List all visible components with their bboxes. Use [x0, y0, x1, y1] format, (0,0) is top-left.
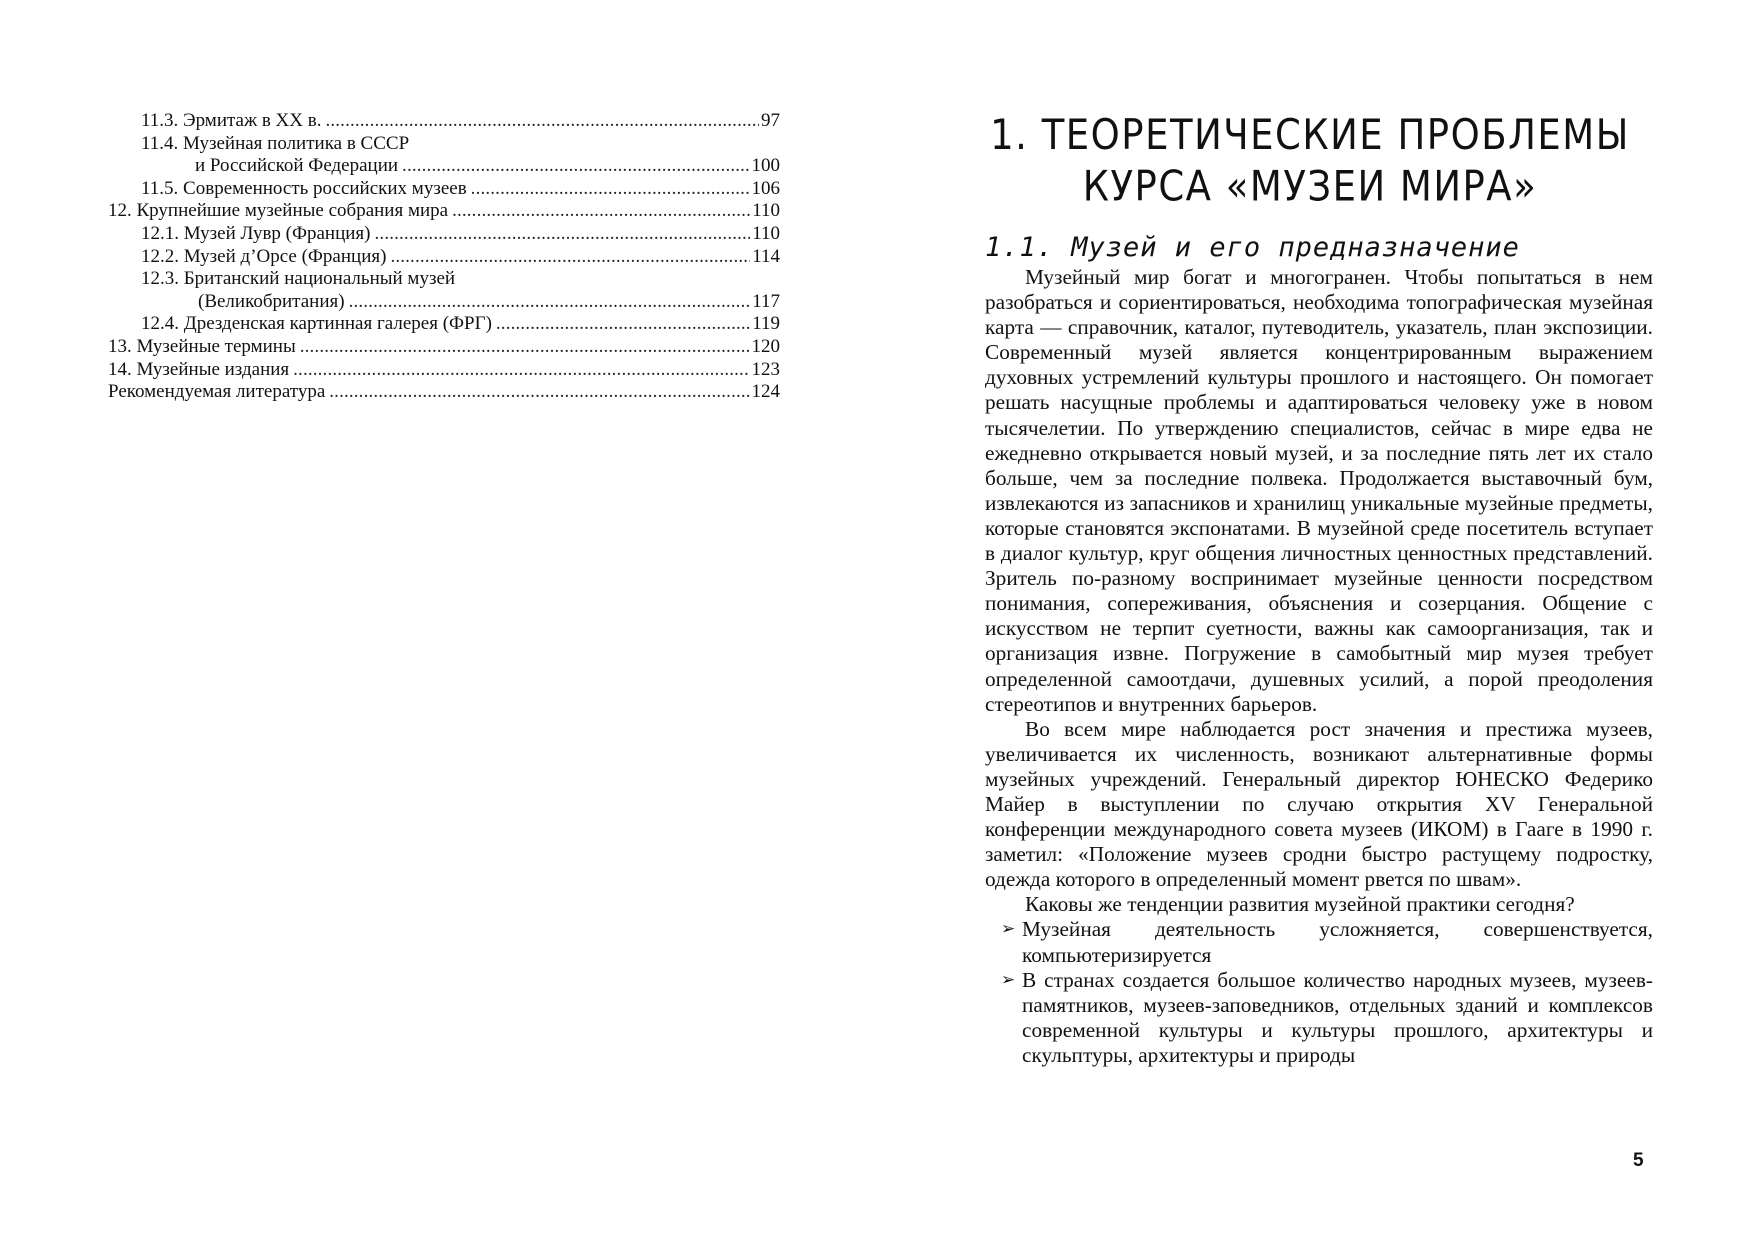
toc-entry-title: (Великобритания)	[198, 290, 345, 312]
toc-entry-title: 14. Музейные издания	[108, 358, 290, 380]
toc-entry-title: 12.1. Музей Лувр (Франция)	[141, 222, 371, 244]
toc-leader-dots	[293, 359, 749, 382]
toc-entry-title: 11.5. Современность российских музеев	[141, 177, 467, 199]
toc-entry-page: 110	[752, 222, 780, 244]
chapter-title	[980, 110, 1640, 213]
toc-entry	[108, 200, 780, 223]
toc-leader-dots	[375, 223, 751, 246]
toc-entry	[108, 336, 780, 359]
toc-leader-dots	[496, 313, 750, 336]
arrowhead-bullet-icon: ➢	[1001, 919, 1016, 940]
list-item	[985, 917, 1653, 967]
toc-entry	[108, 268, 780, 291]
toc-entry	[108, 178, 780, 201]
toc-leader-dots	[452, 200, 750, 223]
paragraph: Во всем мире наблюдается рост значения и престижа музеев, увеличивается их численность, возникают альтернативные формы музейных учреждений. Генеральный директор ЮНЕСКО Федерико Майер в выступлении по случаю открытия XV Генеральной конференции международного совета музеев (ИКОМ) в Гааге в 1990 г. заметил: «Положение музеев сродни быстро растущему подростку, одежда которого в определенный момент рвется по швам».	[985, 716, 1653, 892]
toc-entry-title: Рекомендуемая литература	[108, 381, 326, 403]
section-title: 1.1. Музей и его предназначение	[985, 232, 1520, 263]
toc-entry-page: 100	[751, 155, 780, 177]
toc-entry-title: 12.3. Британский национальный музей	[141, 268, 456, 290]
toc-entry-page: 123	[751, 358, 780, 380]
toc-leader-dots	[325, 110, 759, 133]
toc-entry-page: 114	[752, 245, 780, 267]
toc-entry-title: 12. Крупнейшие музейные собрания мира	[108, 200, 449, 222]
toc-entry	[108, 381, 780, 404]
toc-leader-dots	[390, 246, 750, 269]
toc-leader-dots	[300, 336, 750, 359]
list-item-text: Музейная деятельность усложняется, совершенствуется, компьютеризируется	[1022, 917, 1653, 967]
arrowhead-bullet-icon: ➢	[1001, 969, 1016, 990]
toc-entry-page: 106	[751, 177, 780, 199]
toc-entry-page: 117	[752, 290, 780, 312]
toc-leader-dots	[402, 155, 749, 178]
toc-entry-page: 124	[751, 381, 780, 403]
toc-entry	[108, 155, 780, 178]
paragraph: Музейный мир богат и многогранен. Чтобы попытаться в нем разобраться и сориентироваться, необходима топографическая музейная карта — справочник, каталог, путеводитель, указатель, план экспозиции. Современный музей является концентрированным выражением духовных устремлений культуры прошлого и настоящего. Он помогает решать насущные проблемы и адаптироваться человеку уже в новом тысячелетии. По утверждению специалистов, сейчас в мире едва не ежедневно открывается новый музей, и за последние пять лет их стало больше, чем за последние полвека. Продолжается выставочный бум, извлекаются из запасников и хранилищ уникальные музейные предметы, которые становятся экспонатами. В музейной среде посетитель вступает в диалог культур, круг общения личностных ценностных представлений. Зритель по-разному воспринимает музейные ценности посредством понимания, сопереживания, объяснения и созерцания. Общение с искусством не терпит суетности, важны как самоорганизация, так и организация извне. Погружение в самобытный мир музея требует определенной самоотдачи, душевных усилий, а порой преодоления стереотипов и внутренних барьеров.	[985, 265, 1653, 716]
toc-entry	[108, 313, 780, 336]
toc-entry-title: 11.4. Музейная политика в СССР	[141, 132, 410, 154]
chapter-title-line-2: КУРСА «МУЗЕИ МИРА»	[1082, 162, 1538, 211]
bullet-list	[985, 917, 1653, 1068]
toc-entry-page: 120	[751, 335, 780, 357]
page-number: 5	[1633, 1150, 1644, 1171]
toc-entry-title: и Российской Федерации	[195, 155, 399, 177]
toc-entry-title: 13. Музейные термины	[108, 335, 296, 357]
paragraph: Каковы же тенденции развития музейной практики сегодня?	[1025, 892, 1575, 917]
chapter-title-line-1: 1. ТЕОРЕТИЧЕСКИЕ ПРОБЛЕМЫ	[990, 111, 1630, 160]
table-of-contents	[108, 110, 780, 404]
toc-leader-dots	[329, 381, 749, 404]
toc-entry	[108, 359, 780, 382]
list-item	[985, 968, 1653, 1068]
body-text	[985, 265, 1653, 1068]
toc-entry	[108, 133, 780, 156]
toc-entry	[108, 223, 780, 246]
toc-entry-page: 97	[761, 110, 780, 131]
toc-entry	[108, 246, 780, 269]
toc-leader-dots	[471, 178, 750, 201]
toc-entry	[108, 110, 780, 133]
toc-entry-title: 12.2. Музей д’Орсе (Франция)	[141, 245, 387, 267]
toc-entry	[108, 291, 780, 314]
toc-leader-dots	[349, 291, 751, 314]
toc-entry-title: 11.3. Эрмитаж в XX в.	[141, 110, 322, 131]
toc-entry-page: 110	[752, 200, 780, 222]
list-item-text: В странах создается большое количество народных музеев, музеев-памятников, музеев-заповедников, отдельных зданий и комплексов современной культуры и культуры прошлого, архитектуры и скульптуры, архитектуры и природы	[1022, 967, 1653, 1067]
toc-entry-title: 12.4. Дрезденская картинная галерея (ФРГ)	[141, 313, 492, 335]
toc-entry-page: 119	[752, 313, 780, 335]
